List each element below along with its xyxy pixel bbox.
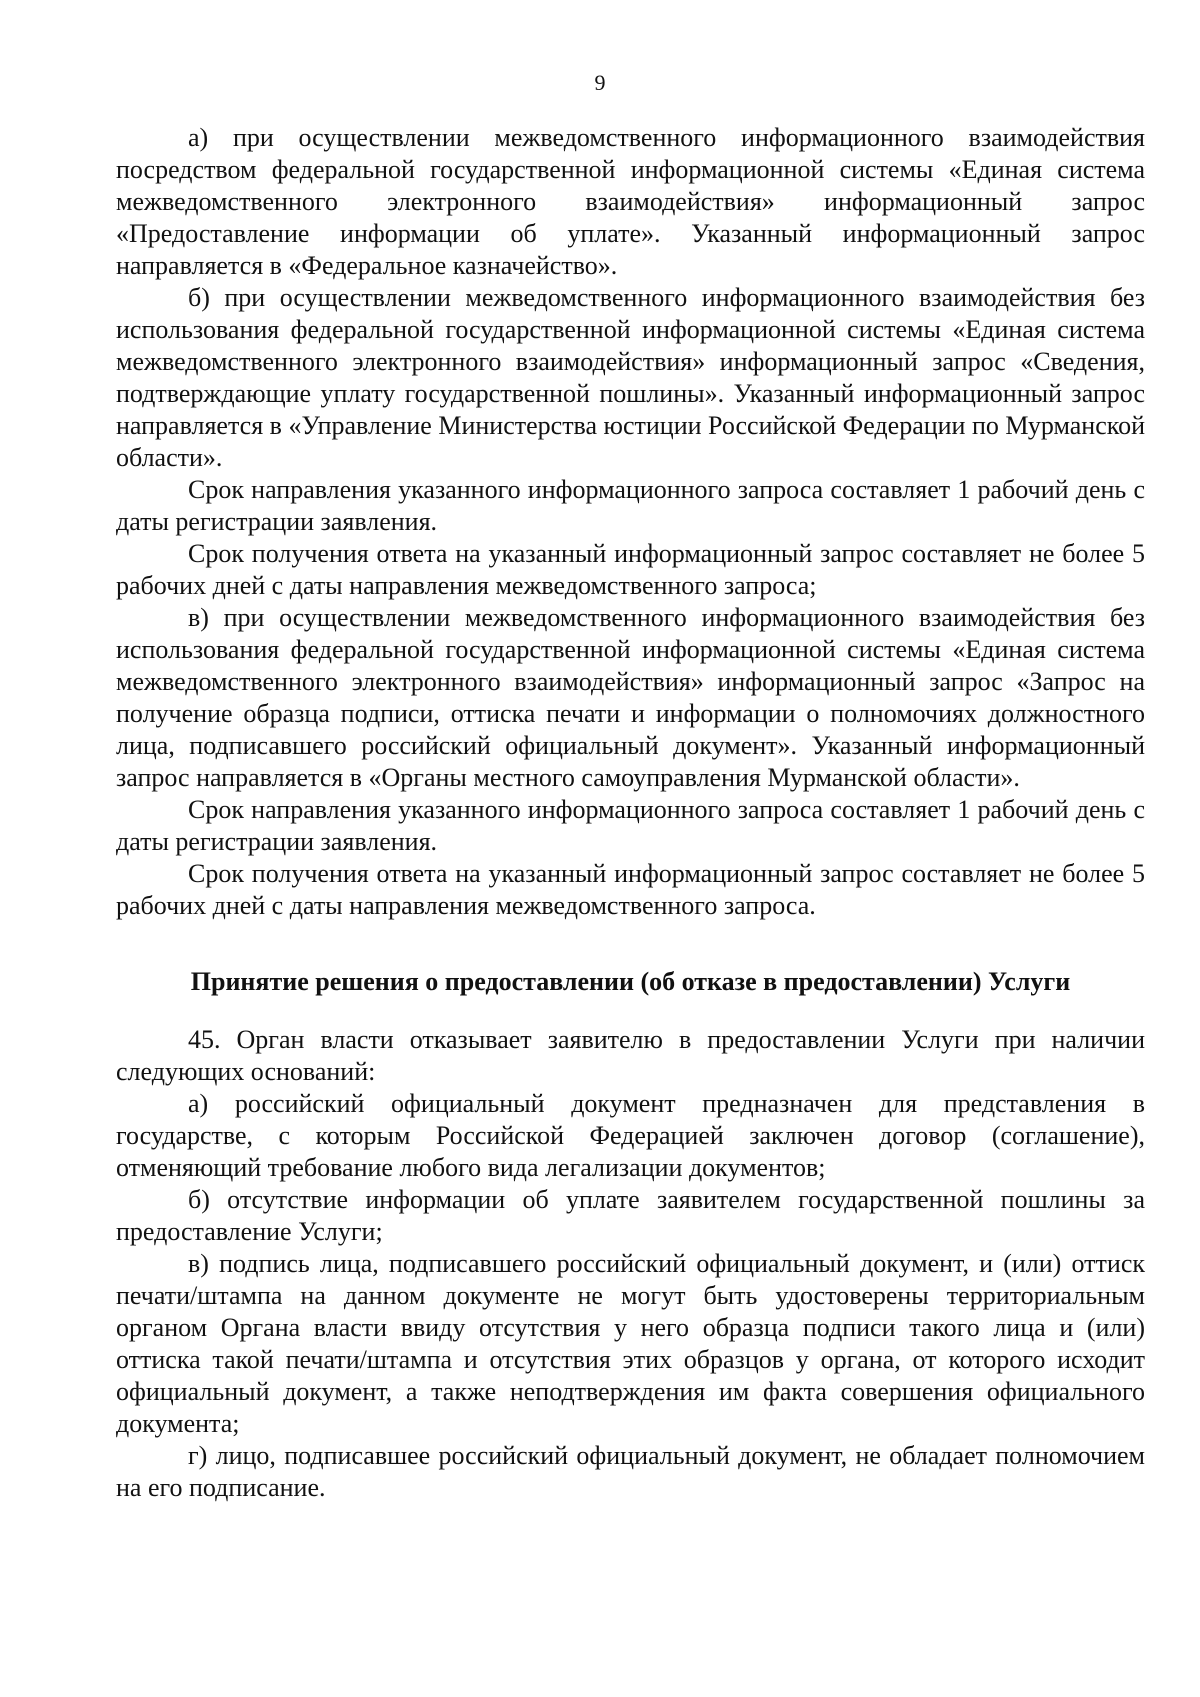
paragraph-response-deadline-1: Срок получения ответа на указанный информационный запрос составляет не более 5 рабочих дней с даты направления межведомственного запроса; <box>116 539 1145 600</box>
paragraph-response-deadline-2: Срок получения ответа на указанный информационный запрос составляет не более 5 рабочих дней с даты направления межведомственного запроса. <box>116 859 1145 920</box>
paragraph-45-refusal-grounds: 45. Орган власти отказывает заявителю в предоставлении Услуги при наличии следующих оснований: <box>116 1025 1145 1086</box>
paragraph-refusal-g: г) лицо, подписавшее российский официальный документ, не обладает полномочием на его подписание. <box>116 1441 1145 1502</box>
page-number: 9 <box>594 70 606 95</box>
paragraph-request-deadline-1: Срок направления указанного информационного запроса составляет 1 рабочий день с даты регистрации заявления. <box>116 475 1145 536</box>
paragraph-v-local-government: в) при осуществлении межведомственного информационного взаимодействия без использования федеральной государственной информационной системы «Единая система межведомственного электронного взаимодействия» информационный запрос «Запрос на получение образца подписи, оттиска печати и информации о полномочиях должностного лица, подписавшего российский официальный документ». Указанный информационный запрос направляется в «Органы местного самоуправления Мурманской области». <box>116 603 1145 792</box>
paragraph-refusal-b: б) отсутствие информации об уплате заявителем государственной пошлины за предоставление Услуги; <box>116 1185 1145 1246</box>
section-heading: Принятие решения о предоставлении (об отказе в предоставлении) Услуги <box>190 967 1071 996</box>
paragraph-refusal-v: в) подпись лица, подписавшего российский официальный документ, и (или) оттиск печати/штампа на данном документе не могут быть удостоверены территориальным органом Органа власти ввиду отсутствия у него образца подписи такого лица и (или) оттиска такой печати/штампа и отсутствия этих образцов у органа, от которого исходит официальный документ, а также неподтверждения им факта совершения официального документа; <box>116 1249 1145 1438</box>
paragraph-a-fed-treasury: а) при осуществлении межведомственного информационного взаимодействия посредством федеральной государственной информационной системы «Единая система межведомственного электронного взаимодействия» информационный запрос «Предоставление информации об уплате». Указанный информационный запрос направляется в «Федеральное казначейство». <box>116 123 1145 280</box>
paragraph-refusal-a: а) российский официальный документ предназначен для представления в государстве, с которым Российской Федерацией заключен договор (соглашение), отменяющий требование любого вида легализации документов; <box>116 1089 1145 1182</box>
document-body <box>116 122 1145 1504</box>
paragraph-b-ministry-justice: б) при осуществлении межведомственного информационного взаимодействия без использования федеральной государственной информационной системы «Единая система межведомственного электронного взаимодействия» информационный запрос «Сведения, подтверждающие уплату государственной пошлины». Указанный информационный запрос направляется в «Управление Министерства юстиции Российской Федерации по Мурманской области». <box>116 283 1145 472</box>
paragraph-request-deadline-2: Срок направления указанного информационного запроса составляет 1 рабочий день с даты регистрации заявления. <box>116 795 1145 856</box>
